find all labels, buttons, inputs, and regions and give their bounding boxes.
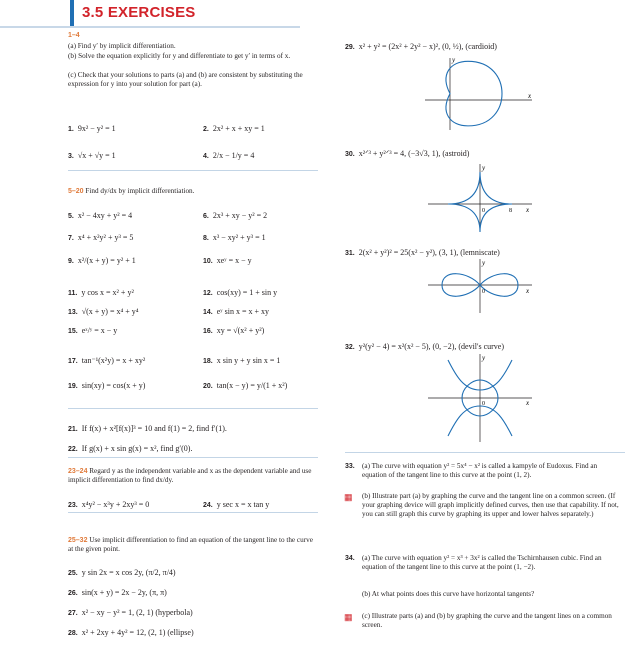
instr-a: (a) Find y′ by implicit differentiation. [68,42,176,50]
exercise-27: 27. x² − xy − y² = 1, (2, 1) (hyperbola) [68,608,193,617]
divider [68,457,318,458]
exercise-34a: (a) The curve with equation y² = x³ + 3x² is called the Tschirnhausen cubic. Find an equation of the tangent line to this curve at the point (1, −2). [362,554,602,571]
instr-25-32: 25–32 Use implicit differentiation to find an equation of the tangent line to the curve at the given point. [68,536,313,553]
exercise-17: 17. tan⁻¹(x²y) = x + xy² [68,356,146,365]
range-1-4: 1–4 [68,32,80,39]
zero-label: 0 [482,401,485,407]
exercise-29: 29. x² + y² = (2x² + 2y² − x)², (0, ½), (cardioid) [345,42,497,51]
exercise-21: 21. If f(x) + x²[f(x)]³ = 10 and f(1) = 2, find f′(1). [68,424,227,433]
divider [68,512,318,513]
x-label: x [526,399,530,407]
divider [68,170,318,171]
exercise-34c: (c) Illustrate parts (a) and (b) by graphing the curve and the tangent lines on a common screen. [362,612,612,629]
exercise-15: 15. eˣ/ʸ = x − y [68,326,118,335]
exercise-22: 22. If g(x) + x sin g(x) = x², find g′(0). [68,444,193,453]
y-label: y [482,354,486,362]
lemniscate-figure [420,255,540,317]
x-label: x [528,92,532,100]
exercise-11: 11. y cos x = x² + y² [68,288,134,297]
exercise-14: 14. eʸ sin x = x + xy [203,307,270,316]
eight-label: 8 [509,208,512,214]
section-title: 3.5 EXERCISES [82,4,196,21]
exercise-33a: (a) The curve with equation y² = 5x⁴ − x² is called a kampyle of Eudoxus. Find an equation of the tangent line to this curve at the point (1, 2). [362,462,598,479]
exercise-33-number: 33. [345,463,355,470]
divider [345,452,625,453]
instr-5-20: 5–20 Find dy/dx by implicit differentiation. [68,187,195,195]
exercise-8: 8. x³ − xy² + y³ = 1 [203,233,266,242]
instr-c: (c) Check that your solutions to parts (a) and (b) are consistent by substituting the expression for y into your solution for part (a). [68,71,303,88]
exercise-5: 5. x² − 4xy + y² = 4 [68,211,133,220]
exercise-19: 19. sin(xy) = cos(x + y) [68,381,146,390]
exercise-24: 24. y sec x = x tan y [203,500,270,509]
exercise-34-number: 34. [345,555,355,562]
exercise-30: 30. x²ᐟ³ + y²ᐟ³ = 4, (−3√3, 1), (astroid) [345,149,470,158]
y-label: y [452,56,456,64]
astroid-figure [420,160,540,235]
exercise-26: 26. sin(x + y) = 2x − 2y, (π, π) [68,588,167,597]
instr-b: (b) Solve the equation explicitly for y and differentiate to get y′ in terms of x. [68,52,291,60]
header-bar [70,0,74,26]
graphing-calculator-icon: ▦ [344,492,353,502]
zero-label: 0 [482,208,485,214]
graphing-calculator-icon: ▦ [344,612,353,622]
exercise-18: 18. x sin y + y sin x = 1 [203,356,281,365]
exercise-2: 2. 2x² + x + xy = 1 [203,124,265,133]
exercise-6: 6. 2x³ + xy − y² = 2 [203,211,268,220]
divider [68,408,318,409]
exercise-32: 32. y²(y² − 4) = x²(x² − 5), (0, −2), (devil's curve) [345,342,505,351]
exercise-16: 16. xy = √(x² + y²) [203,326,265,335]
exercise-20: 20. tan(x − y) = y/(1 + x²) [203,381,288,390]
y-label: y [482,259,486,267]
exercise-4: 4. 2/x − 1/y = 4 [203,151,255,160]
y-label: y [482,164,486,172]
devils-curve-figure [420,350,540,446]
exercise-31: 31. 2(x² + y²)² = 25(x² − y²), (3, 1), (lemniscate) [345,248,500,257]
cardioid-curve [446,61,502,126]
exercise-12: 12. cos(xy) = 1 + sin y [203,288,278,297]
exercise-33b: (b) Illustrate part (a) by graphing the curve and the tangent line on a common screen. (If your graphing device will graph implicitly defined curves, then use that capability. If not, you can still graph this curve by graphing its upper and lower halves separately.) [362,492,619,518]
section-header [0,0,300,28]
exercise-10: 10. xeʸ = x − y [203,256,252,265]
exercise-25: 25. y sin 2x = x cos 2y, (π/2, π/4) [68,568,176,577]
exercise-7: 7. x⁴ + x²y² + y³ = 5 [68,233,134,242]
exercise-23: 23. x⁴y² − x³y + 2xy³ = 0 [68,500,150,509]
x-label: x [526,206,530,214]
zero-label: 0 [482,289,485,295]
x-label: x [526,287,530,295]
exercise-1: 1. 9x² − y² = 1 [68,124,116,133]
exercise-9: 9. x²/(x + y) = y² + 1 [68,256,136,265]
exercise-34b: (b) At what points does this curve have horizontal tangents? [362,590,535,598]
exercise-28: 28. x² + 2xy + 4y² = 12, (2, 1) (ellipse) [68,628,194,637]
exercise-13: 13. √(x + y) = x⁴ + y⁴ [68,307,139,316]
exercise-3: 3. √x + √y = 1 [68,151,116,160]
instr-23-24: 23–24 Regard y as the independent variable and x as the dependent variable and use implicit differentiation to find dx/dy. [68,467,312,484]
cardioid-figure [420,52,540,132]
